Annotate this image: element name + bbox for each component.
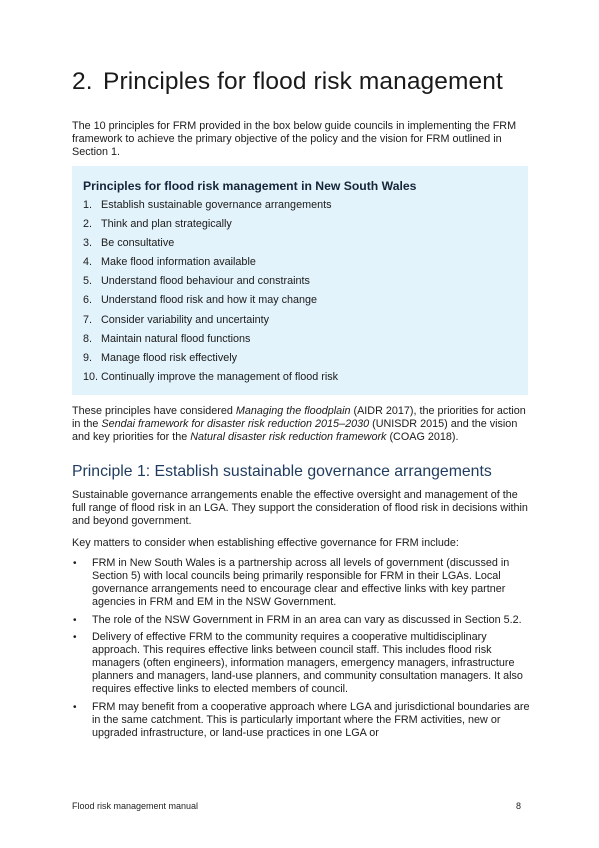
bullet-glyph: • <box>73 614 77 626</box>
bullet-text: FRM may benefit from a cooperative approach where LGA and jurisdictional boundaries are in the same catchment. This is particularly important where the FRM activities, new or upgraded infrastructure, or land-use practices in one LGA or <box>92 700 530 739</box>
principle-number: 3. <box>83 237 93 250</box>
principle-item <box>83 352 523 371</box>
footer-page-number: 8 <box>516 801 522 811</box>
section-number: 2. <box>72 68 93 95</box>
principle-text: Understand flood risk and how it may change <box>101 294 318 307</box>
section-heading <box>72 68 542 96</box>
principle-number: 6. <box>83 294 93 307</box>
principle-1-paragraph: Sustainable governance arrangements enable the effective oversight and management of the full range of flood risk in an LGA. They support the consideration of flood risk in decisions within and beyond government. <box>72 489 528 527</box>
bullet-text: FRM in New South Wales is a partnership across all levels of government (discussed in Section 5) with local councils being primarily responsible for FRM in their LGAs. Local governance arrangements need to encourage clear and effective links with key partner agencies in FRM and EM in the NSW Government. <box>92 557 510 608</box>
bullet-item <box>72 614 530 627</box>
principle-number: 8. <box>83 332 93 345</box>
principle-text: Understand flood behaviour and constraints <box>101 275 310 288</box>
principle-text: Be consultative <box>101 237 175 250</box>
principles-context-paragraph <box>72 405 530 444</box>
principle-item <box>83 199 523 218</box>
principle-item <box>83 314 523 333</box>
principle-number: 7. <box>83 313 93 326</box>
principle-number: 5. <box>83 275 93 288</box>
principle-1-heading: Principle 1: Establish sustainable governance arrangements <box>72 463 492 480</box>
bullet-glyph: • <box>73 632 77 643</box>
principle-item <box>83 371 523 390</box>
principle-number: 4. <box>83 256 93 269</box>
principle-number: 1. <box>83 199 93 211</box>
principle-text: Make flood information available <box>101 256 256 269</box>
bullet-item <box>72 701 530 740</box>
principle-text: Think and plan strategically <box>101 218 232 231</box>
footer-document-title: Flood risk management manual <box>72 801 199 811</box>
context-text: (COAG 2018). <box>386 431 459 443</box>
key-matters-list <box>72 557 530 744</box>
principle-text: Manage flood risk effectively <box>101 351 238 364</box>
section-title: Principles for flood risk management <box>103 68 503 95</box>
principle-number: 2. <box>83 218 93 231</box>
principle-number: 10. <box>83 370 99 383</box>
intro-paragraph: The 10 principles for FRM provided in the box below guide councils in implementing the FRM framework to achieve the primary objective of the policy and the vision for FRM outlined in Section 1. <box>72 120 517 158</box>
bullet-item <box>72 557 530 609</box>
principles-box <box>72 166 528 395</box>
bullet-text: The role of the NSW Government in FRM in an area can vary as discussed in Section 5.2. <box>92 613 522 626</box>
publication-title: Sendai framework for disaster risk reduction 2015–2030 <box>101 418 370 430</box>
principle-item <box>83 275 523 294</box>
principle-text: Consider variability and uncertainty <box>101 313 270 326</box>
bullet-glyph: • <box>73 558 77 569</box>
principle-item <box>83 237 523 256</box>
principle-item <box>83 218 523 237</box>
principle-item <box>83 294 523 313</box>
key-matters-paragraph: Key matters to consider when establishing effective governance for FRM include: <box>72 537 459 549</box>
bullet-glyph: • <box>73 701 77 713</box>
principle-item <box>83 256 523 275</box>
principle-text: Maintain natural flood functions <box>101 332 251 345</box>
context-text: (AIDR 2017), the priorities for action in the <box>72 405 526 430</box>
principle-number: 9. <box>83 351 93 364</box>
principle-item <box>83 333 523 352</box>
bullet-item <box>72 631 530 696</box>
principle-text: Establish sustainable governance arrangements <box>101 199 332 211</box>
principles-list <box>83 199 523 390</box>
publication-title: Natural disaster risk reduction framework <box>190 431 387 443</box>
context-text: (UNISDR 2015) and the vision and key priorities for the <box>72 418 518 443</box>
context-text: These principles have considered <box>72 405 236 417</box>
principle-text: Continually improve the management of flood risk <box>101 370 339 383</box>
bullet-text: Delivery of effective FRM to the community requires a cooperative multidisciplinary approach. This requires effective links between council staff. This includes flood risk managers (often engineers), information managers, emergency managers, infrastructure planners and managers, land-use planners, and community consultation managers. It also requires effective links to elected members of council. <box>92 631 523 695</box>
publication-title: Managing the floodplain <box>235 405 351 417</box>
principles-box-title: Principles for flood risk management in New South Wales <box>83 179 417 193</box>
